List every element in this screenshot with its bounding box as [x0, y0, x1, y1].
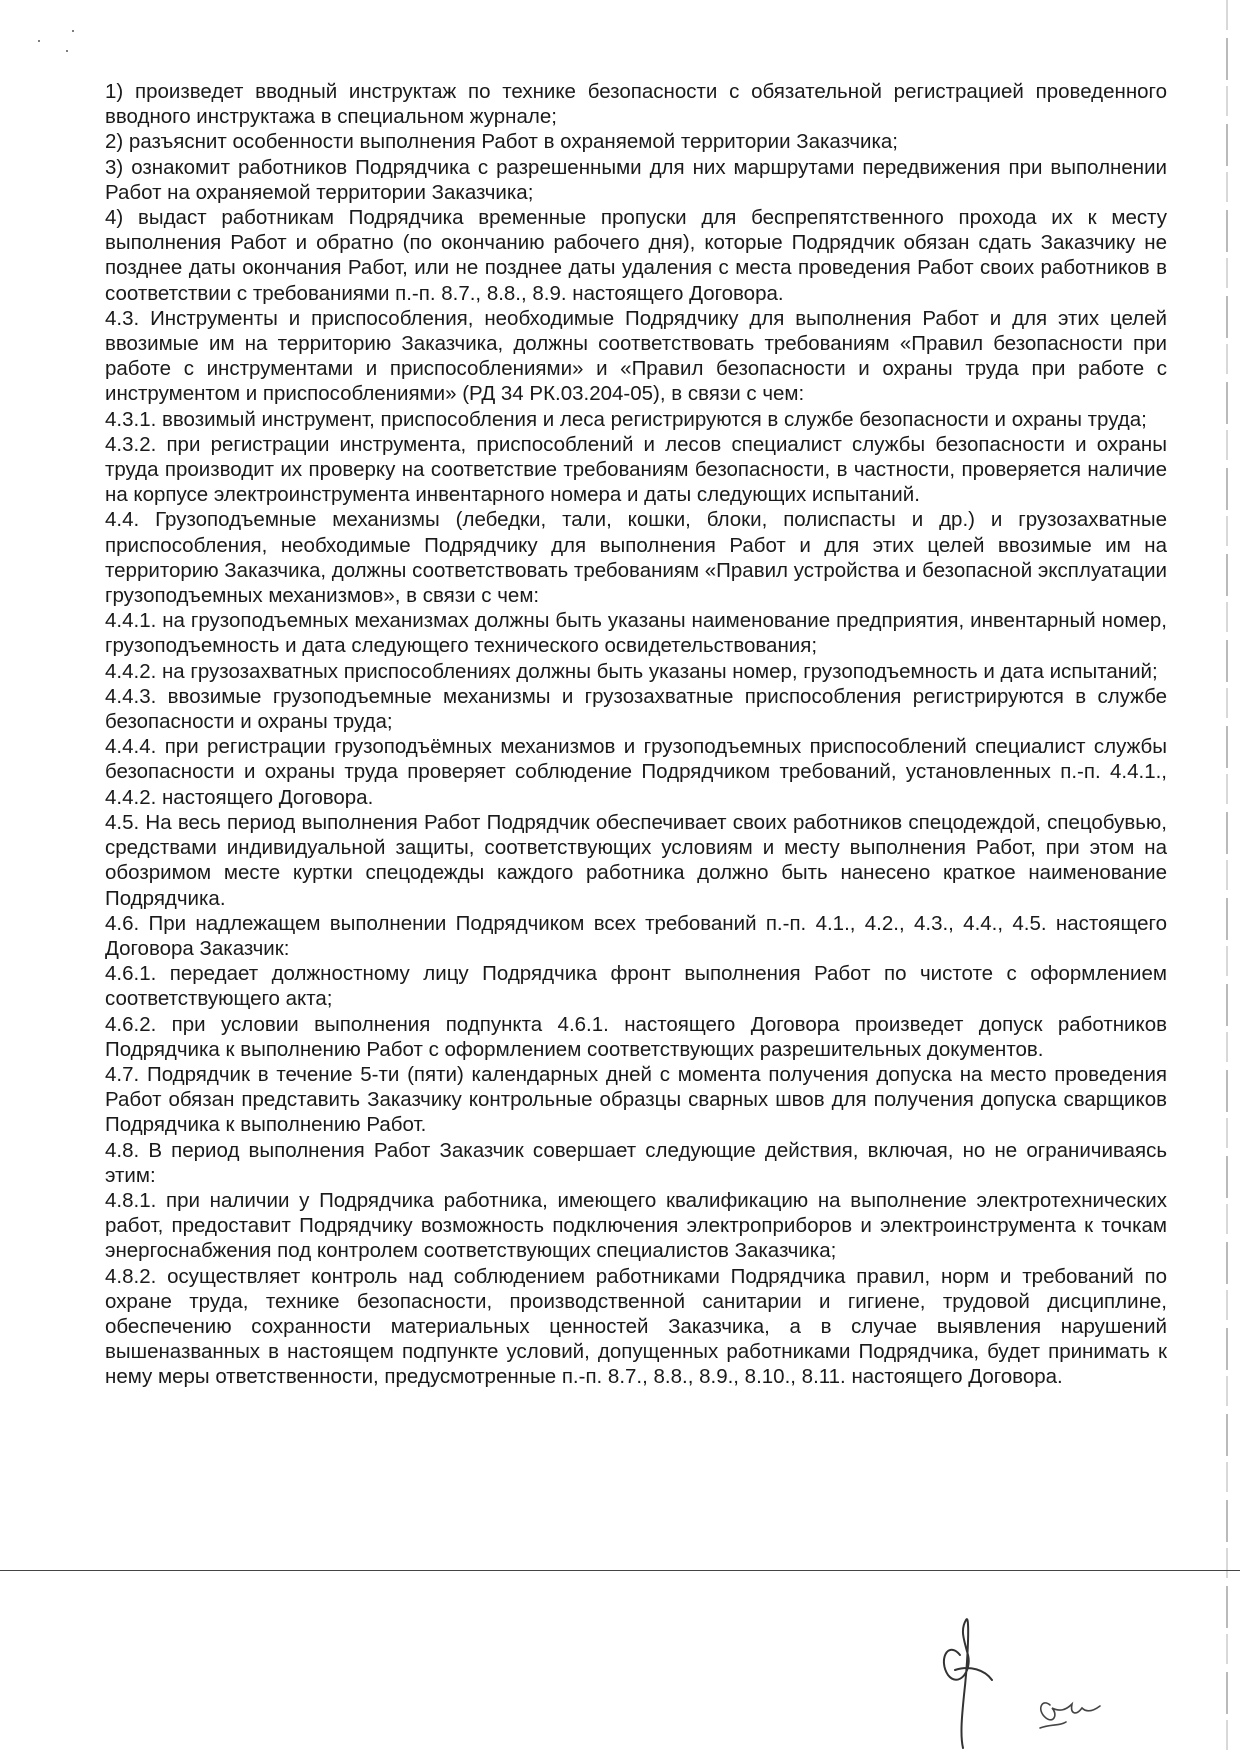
scan-edge-artifact: [1226, 0, 1228, 1754]
paragraph: 2) разъяснит особенности выполнения Работ в охраняемой территории Заказчика;: [105, 130, 898, 154]
paragraph: 4.4.2. на грузозахватных приспособлениях должны быть указаны номер, грузоподъемность и дата испытаний;: [105, 659, 1158, 683]
paragraph: 4.4. Грузоподъемные механизмы (лебедки, тали, кошки, блоки, полиспасты и др.) и грузозахватные приспособления, необходимые Подрядчику для выполнения Работ и для этих целей ввозимые им на территорию Заказчика, должны соответствовать требованиям «Правил устройства и безопасной эксплуатации грузоподъемных механизмов», в связи с чем:: [105, 508, 1167, 608]
handwritten-signatures: [900, 1600, 1200, 1750]
signature-1: [944, 1619, 992, 1748]
paragraph: 4.4.1. на грузоподъемных механизмах должны быть указаны наименование предприятия, инвентарный номер, грузоподъемность и дата следующего технического освидетельствования;: [105, 609, 1167, 658]
paragraph: 4.6. При надлежащем выполнении Подрядчиком всех требований п.-п. 4.1., 4.2., 4.3., 4.4., 4.5. настоящего Договора Заказчик:: [105, 911, 1167, 960]
paragraph: 4.6.1. передает должностному лицу Подрядчика фронт выполнения Работ по чистоте с оформлением соответствующего акта;: [105, 962, 1167, 1011]
paragraph: 3) ознакомит работников Подрядчика с разрешенными для них маршрутами передвижения при выполнении Работ на охраняемой территории Заказчика;: [105, 155, 1167, 204]
horizontal-rule: [0, 1570, 1240, 1571]
scan-speck: [38, 40, 40, 42]
paragraph: 1) произведет вводный инструктаж по технике безопасности с обязательной регистрацией проведенного вводного инструктажа в специальном журнале;: [105, 80, 1167, 129]
signature-2: [1040, 1703, 1100, 1728]
paragraph: 4.5. На весь период выполнения Работ Подрядчик обеспечивает своих работников спецодеждой, спецобувью, средствами индивидуальной защиты, соответствующих условиям и месту выполнения Работ, при этом на обозримом месте куртки спецодежды каждого работника должно быть нанесено краткое наименование Подрядчика.: [105, 810, 1167, 910]
paragraph: 4.7. Подрядчик в течение 5-ти (пяти) календарных дней с момента получения допуска на место проведения Работ обязан представить Заказчику контрольные образцы сварных швов для получения допуска сварщиков Подрядчика к выполнению Работ.: [105, 1062, 1167, 1137]
paragraph: 4) выдаст работникам Подрядчика временные пропуски для беспрепятственного прохода их к месту выполнения Работ и обратно (по окончанию рабочего дня), которые Подрядчик обязан сдать Заказчику не позднее даты окончания Работ, или не позднее даты удаления с места проведения Работ своих работников в соответствии с требованиями п.-п. 8.7., 8.8., 8.9. настоящего Договора.: [105, 206, 1167, 305]
paragraph: 4.8.2. осуществляет контроль над соблюдением работниками Подрядчика правил, норм и требований по охране труда, технике безопасности, производственной санитарии и гигиене, трудовой дисциплине, обеспечению сохранности материальных ценностей Заказчика, а в случае выявления нарушений вышеназванных в настоящем подпункте условий, допущенных работниками Подрядчика, будет принимать к нему меры ответственности, предусмотренные п.-п. 8.7., 8.8., 8.9., 8.10., 8.11. настоящего Договора.: [105, 1264, 1167, 1389]
paragraph: 4.3.2. при регистрации инструмента, приспособлений и лесов специалист службы безопасности и охраны труда производит их проверку на соответствие требованиям безопасности, в частности, проверяется наличие на корпусе электроинструмента инвентарного номера и даты следующих испытаний.: [105, 432, 1167, 507]
paragraph: 4.8.1. при наличии у Подрядчика работника, имеющего квалификацию на выполнение электротехнических работ, предоставит Подрядчику возможность подключения электроприборов и электроинструмента к точкам энергоснабжения под контролем соответствующих специалистов Заказчика;: [105, 1188, 1167, 1263]
scan-speck: [66, 50, 68, 52]
paragraph: 4.4.4. при регистрации грузоподъёмных механизмов и грузоподъемных приспособлений специалист службы безопасности и охраны труда проверяет соблюдение Подрядчиком требований, установленных п.-п. 4.4.1., 4.4.2. настоящего Договора.: [105, 735, 1167, 809]
paragraph: 4.3.1. ввозимый инструмент, приспособления и леса регистрируются в службе безопасности и охраны труда;: [105, 407, 1147, 431]
scan-speck: [72, 30, 74, 32]
paragraph: 4.6.2. при условии выполнения подпункта 4.6.1. настоящего Договора произведет допуск работников Подрядчика к выполнению Работ с оформлением соответствующих разрешительных документов.: [105, 1012, 1167, 1061]
paragraph: 4.8. В период выполнения Работ Заказчик совершает следующие действия, включая, но не ограничиваясь этим:: [105, 1138, 1167, 1187]
document-body: [105, 79, 1167, 1390]
paragraph: 4.3. Инструменты и приспособления, необходимые Подрядчику для выполнения Работ и для этих целей ввозимые им на территорию Заказчика, должны соответствовать требованиям «Правил безопасности при работе с инструментами и приспособлениями» и «Правил безопасности и охраны труда при работе с инструментом и приспособлениями» (РД 34 РК.03.204-05), в связи с чем:: [105, 306, 1167, 406]
paragraph: 4.4.3. ввозимые грузоподъемные механизмы и грузозахватные приспособления регистрируются в службе безопасности и охраны труда;: [105, 684, 1167, 734]
